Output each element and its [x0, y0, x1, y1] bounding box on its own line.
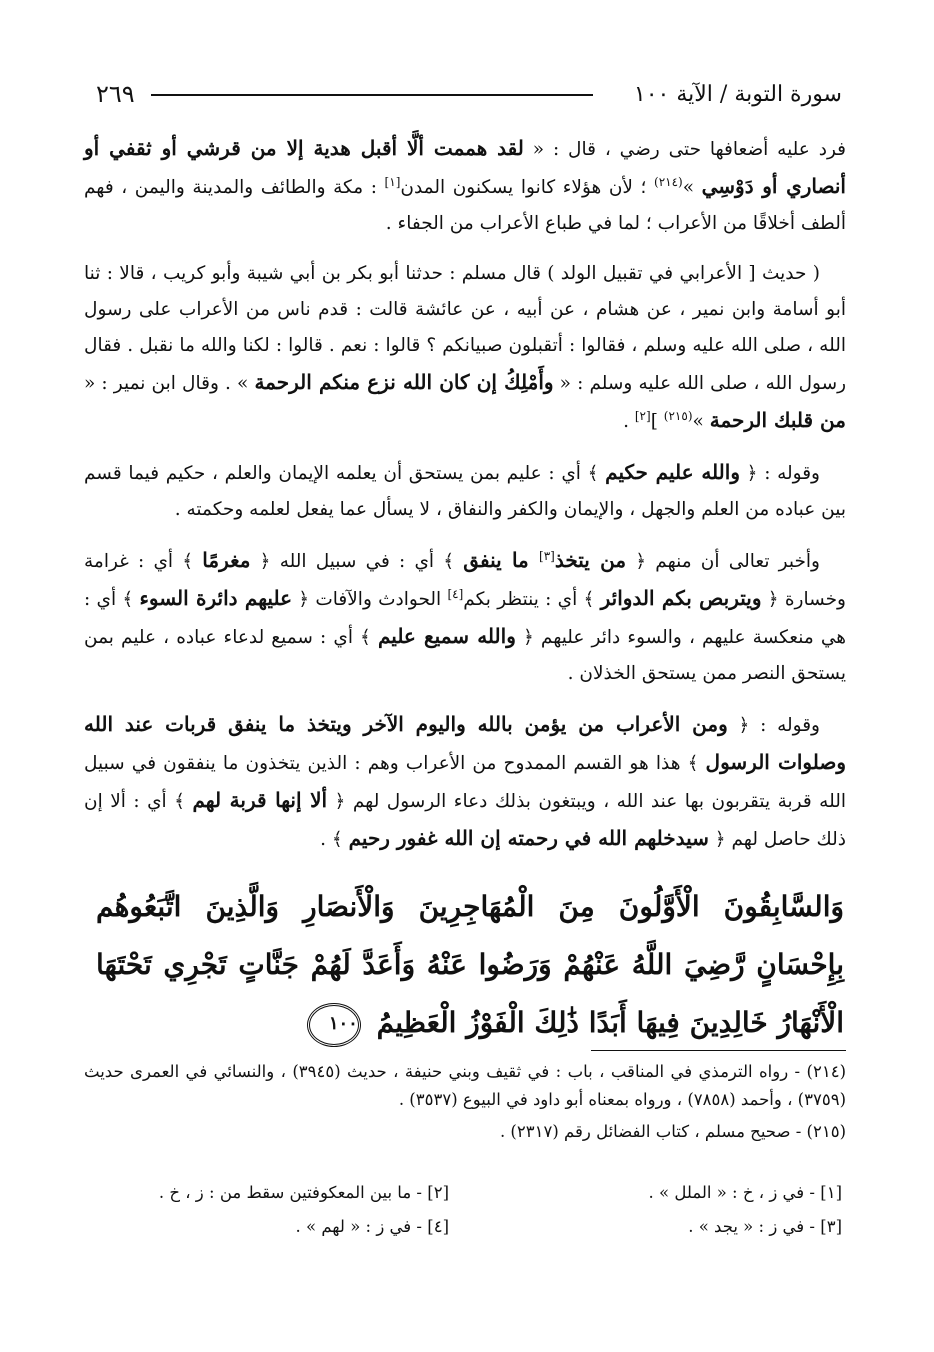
footnote-ref: (٢١٤) — [654, 174, 683, 189]
text-run: ﴾ أي : ألا إن ذلك حاصل لهم ﴿ — [84, 791, 846, 850]
footnote-214: (٢١٤) - رواه الترمذي في المناقب ، باب : في ثقيف وبني حنيفة ، حديث (٣٩٤٥) ، والنسائي في العمرى حديث (٣٧٥٩) ، وأحمد (٧٨٥٨) ، ورواه بمعناه أبو داود في البيوع (٣٥٣٧) . — [84, 1062, 846, 1109]
page-number: ٢٦٩ — [96, 80, 135, 108]
text-run: . — [623, 411, 635, 432]
header-rule — [151, 94, 593, 96]
running-title: سورة التوبة / الآية ١٠٠ — [633, 82, 842, 107]
text-run: وقوله : ﴿ — [727, 715, 820, 736]
text-run: » — [692, 411, 710, 432]
text-run: ﴾ هذا هو القسم الممدوح من الأعراب وهم : الذين يتخذون ما ينفقون في سبيل الله قربة يتقربون بها عند الله ، ويبتغون بذلك دعاء الرسول لهم ﴿ — [84, 753, 846, 812]
paragraph-5 — [84, 706, 846, 858]
hadith-quote: من قلبك الرحمة — [709, 408, 846, 432]
text-run: ﴾ أي : غرامة وخسارة ﴿ — [84, 551, 846, 610]
text-run: ﴾ أي : عليم بمن يستحق أن يعلمه الإيمان والعلم ، حكيم فيما قسم بين عباده من العلم والجهل ، والإيمان والكفر والنفاق ، لا يسأل عما يفعل لعلمه وحكمته . — [84, 463, 846, 520]
text-run: ﴾ أي : هي منعكسة عليهم ، والسوء دائر عليهم ﴿ — [84, 589, 846, 648]
quran-quote: من يتخذ — [554, 548, 627, 572]
footnote-rule — [591, 1050, 846, 1051]
hadith-quote: وأَمْلِكُ إن كان الله نزع منكم الرحمة — [254, 370, 554, 394]
paragraph-1 — [84, 130, 846, 242]
main-text — [84, 130, 846, 872]
quran-quote: ويتربص بكم الدوائر — [600, 586, 762, 610]
paragraph-2 — [84, 256, 846, 440]
text-run: ﴾ أي : في سبيل الله ﴿ — [250, 551, 464, 572]
quran-quote: والله سميع عليم — [377, 624, 516, 648]
text-run: ﴾ أي : ينتظر بكم — [463, 589, 601, 610]
quran-quote: عليهم دائرة السوء — [139, 586, 293, 610]
quran-verse-block — [96, 878, 844, 1052]
text-run: ؛ لأن هؤلاء كانوا يسكنون المدن — [400, 177, 654, 198]
text-run: فرد عليه أضعافها حتى رضي ، قال : « — [523, 139, 846, 160]
page-header — [96, 78, 842, 118]
text-run: ] — [650, 411, 664, 432]
note-ref: [١] — [384, 174, 401, 189]
editor-notes — [96, 1176, 842, 1244]
text-run: ﴾ أي : سميع لدعاء عباده ، عليم بمن يستحق النصر ممن يستحق الخذلان . — [84, 627, 846, 684]
text-run: : مكة والطائف والمدينة واليمن ، فهم ألطف أخلاقًا من الأعراب ؛ لما في طباع الأعراب من الجفاء . — [84, 177, 846, 234]
text-run: ( حديث [ الأعرابي في تقبيل الولد ) قال مسلم : حدثنا أبو بكر بن أبي شيبة وأبو كريب ، قالا : ثنا أبو أسامة وابن نمير ، عن هشام ، عن أبيه ، عن عائشة قالت : قدم ناس من الأعراب على رسول الله ، صلى الله عليه وسلم ، فقالوا : أتقبلون صبيانكم ؟ قالوا : نعم . قالوا : لكنا والله ما نقبل . فقال رسول الله ، صلى الله عليه وسلم : « — [84, 263, 847, 394]
text-run: » — [682, 177, 702, 198]
note-4: [٤] - في ز : « لهم » . — [295, 1217, 449, 1236]
paragraph-3 — [84, 454, 846, 528]
ayah-number-marker: ١٠٠ — [307, 1003, 361, 1047]
text-run: » . وقال ابن نمير : « — [84, 373, 255, 394]
note-ref: [٤] — [447, 586, 464, 601]
text-run: الحوادث والآفات ﴿ — [292, 589, 448, 610]
footnote-ref: (٢١٥) — [663, 408, 693, 423]
quran-quote: ما ينفق — [463, 548, 540, 572]
hadith-quote: لقد هممت ألَّا أقبل هدية إلا من قرشي أو ثقفي أو أنصاري أو دَوْسِي — [84, 136, 846, 198]
note-ref: [٣] — [539, 548, 555, 563]
note-3: [٣] - في ز : « يجد » . — [688, 1217, 842, 1236]
paragraph-4 — [84, 542, 846, 692]
verse-text: وَالسَّابِقُونَ الْأَوَّلُونَ مِنَ الْمُهَاجِرِينَ وَالْأَنصَارِ وَالَّذِينَ اتَّبَعُوهُم بِإِحْسَانٍ رَّضِيَ اللَّهُ عَنْهُمْ وَرَضُوا عَنْهُ وَأَعَدَّ لَهُمْ جَنَّاتٍ تَجْرِي تَحْتَهَا الْأَنْهَارُ خَالِدِينَ فِيهَا أَبَدًا ذَٰلِكَ الْفَوْزُ الْعَظِيمُ — [96, 890, 844, 1039]
quran-quote: سيدخلهم الله في رحمته إن الله غفور رحيم — [348, 826, 709, 850]
text-run: ﴾ . — [320, 829, 349, 850]
quran-quote: ألا إنها قربة لهم — [192, 788, 328, 812]
footnotes — [84, 1058, 846, 1150]
footnote-215: (٢١٥) - صحيح مسلم ، كتاب الفضائل رقم (٢٣١٧) . — [499, 1122, 846, 1141]
quran-quote: ومن الأعراب من يؤمن بالله واليوم الآخر ويتخذ ما ينفق قربات عند الله وصلوات الرسول — [84, 712, 847, 774]
text-run: وقوله : ﴿ — [739, 463, 820, 484]
text-run: وأخبر تعالى أن منهم ﴿ — [626, 551, 820, 572]
note-ref: [٢] — [634, 408, 651, 423]
note-1: [١] - في ز ، خ : « الملل » . — [648, 1183, 842, 1202]
note-2: [٢] - ما بين المعكوفتين سقط من : ز ، خ . — [158, 1183, 449, 1202]
quran-quote: والله عليم حكيم — [605, 460, 740, 484]
quran-quote: مغرمًا — [202, 548, 251, 572]
